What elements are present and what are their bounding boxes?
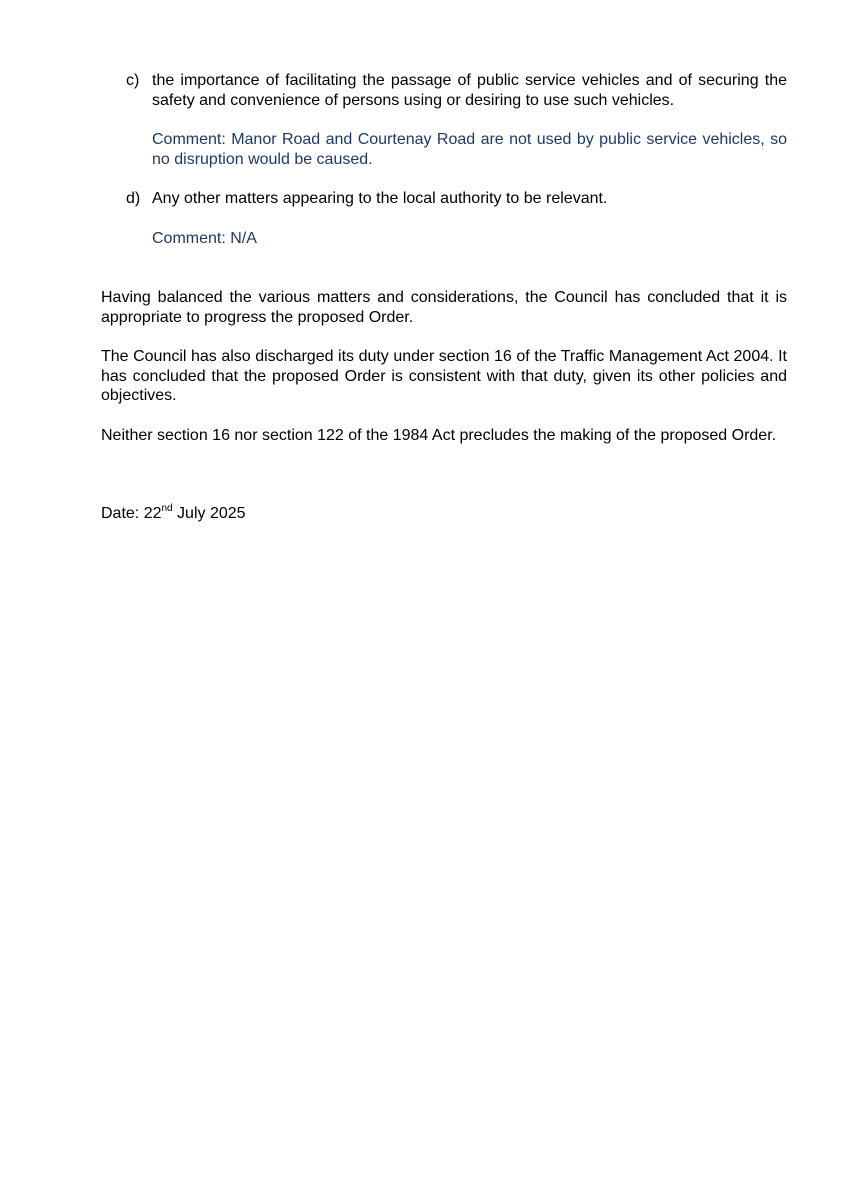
list-marker: d) bbox=[126, 190, 141, 207]
paragraph-conclusion: Having balanced the various matters and considerations, the Council has concluded that it is appropriate to progress the proposed Order. bbox=[101, 289, 787, 326]
paragraph-tma-duty: The Council has also discharged its duty under section 16 of the Traffic Management Act 2004. It has concluded that the proposed Order is consistent with that duty, given its other policies and objectives. bbox=[101, 348, 787, 404]
comment-item-d: Comment: N/A bbox=[152, 230, 257, 247]
date-rest: July 2025 bbox=[172, 505, 246, 522]
list-item-text: Any other matters appearing to the local authority to be relevant. bbox=[152, 190, 608, 207]
list-marker: c) bbox=[126, 72, 140, 89]
list-item-text: the importance of facilitating the passage of public service vehicles and of securing the safety and convenience of persons using or desiring to use such vehicles. bbox=[152, 72, 787, 109]
date-ordinal-suffix: nd bbox=[161, 502, 173, 514]
comment-item-c: Comment: Manor Road and Courtenay Road are not used by public service vehicles, so no disruption would be caused. bbox=[152, 131, 787, 168]
paragraph-section-122: Neither section 16 nor section 122 of the 1984 Act precludes the making of the proposed Order. bbox=[101, 427, 777, 444]
document-date bbox=[101, 504, 787, 524]
date-prefix: Date: 22 bbox=[101, 505, 162, 522]
